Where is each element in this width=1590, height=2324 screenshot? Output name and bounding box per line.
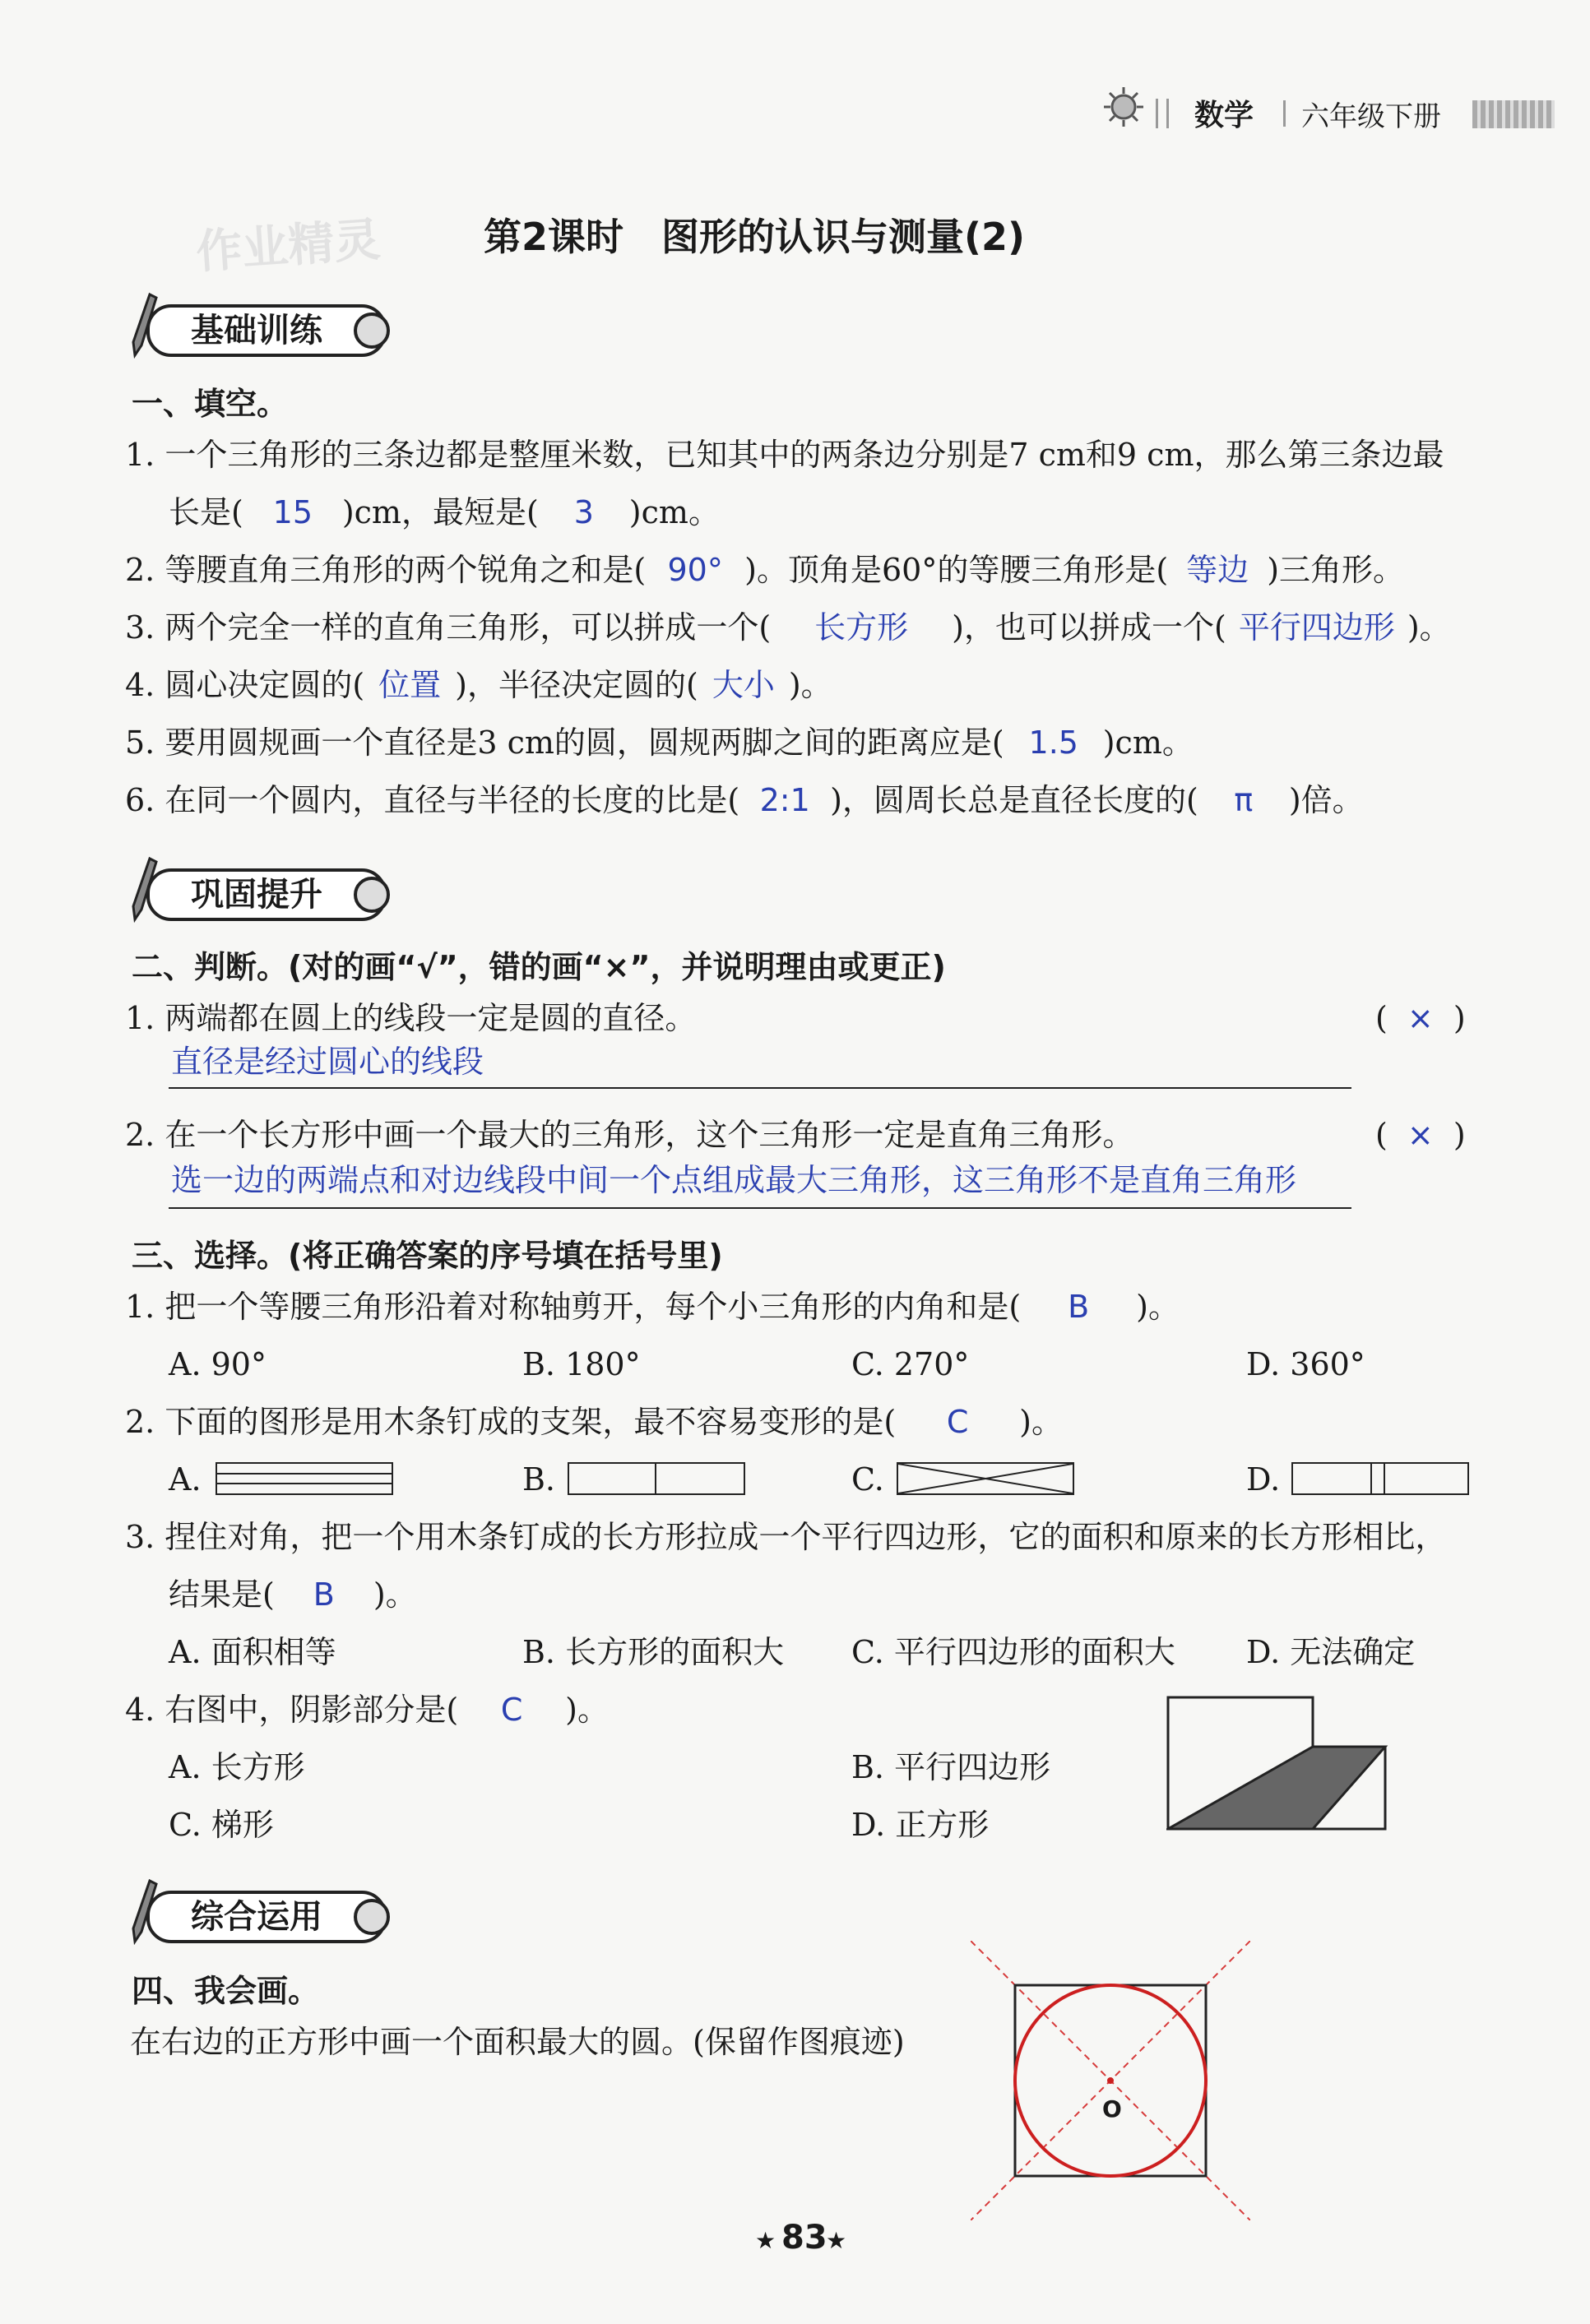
text-fragment: )cm，最短是(	[341, 494, 539, 530]
section-heading: 一、填空。	[132, 386, 289, 422]
shaded-trapezoid-figure	[1166, 1696, 1388, 1831]
question-line	[169, 493, 720, 531]
option: A. 长方形	[169, 1749, 305, 1785]
option: B. 180°	[522, 1346, 641, 1382]
text-fragment: )，半径决定圆的(	[455, 667, 698, 703]
badge-ring-icon	[354, 1899, 390, 1935]
answer: 90°	[667, 552, 723, 588]
badge-label: 综合运用	[146, 1891, 387, 1943]
answer: C	[946, 1404, 969, 1440]
header-subject: 数学	[1194, 99, 1254, 132]
header-bar	[1472, 100, 1555, 128]
option: D. 360°	[1246, 1346, 1365, 1382]
answer: C	[500, 1692, 523, 1728]
answer: 等边	[1186, 552, 1249, 588]
answer: 3	[573, 494, 594, 530]
badge-ring-icon	[354, 877, 390, 913]
option: D. 正方形	[851, 1807, 990, 1843]
watermark-logo: 作业精灵	[194, 213, 382, 280]
answer: 15	[272, 494, 313, 530]
frame-d-figure	[1291, 1462, 1469, 1495]
badge-ring-icon	[354, 312, 390, 349]
badge-apply	[123, 1887, 403, 1942]
question-line	[125, 609, 1451, 646]
option: D. 无法确定	[1246, 1634, 1416, 1670]
answer: 2:1	[759, 782, 810, 818]
answer: 位置	[378, 667, 442, 703]
judge-question: 2. 在一个长方形中画一个最大的三角形，这个三角形一定是直角三角形。	[125, 1117, 1134, 1153]
option: C. 梯形	[169, 1807, 274, 1843]
question-line	[125, 1288, 1180, 1326]
text-fragment: )cm。	[628, 494, 720, 530]
answer: 平行四边形	[1238, 609, 1395, 646]
answer: π	[1234, 782, 1254, 818]
text-fragment: )。	[1019, 1404, 1063, 1440]
question-line	[125, 666, 832, 704]
text-fragment: )。	[565, 1692, 609, 1728]
answer: ×	[1407, 1000, 1434, 1036]
option: A. 面积相等	[169, 1634, 336, 1670]
answer: B	[1068, 1289, 1090, 1325]
judge-mark: ( × )	[1375, 1000, 1466, 1036]
text-fragment: 4. 右图中，阴影部分是(	[125, 1692, 459, 1728]
header-sun-icon	[1102, 86, 1145, 128]
question-line	[125, 724, 1194, 762]
answer: 大小	[712, 667, 775, 703]
option: A. 90°	[169, 1346, 267, 1382]
question-text: 1. 一个三角形的三条边都是整厘米数，已知其中的两条边分别是7 cm和9 cm，那么第三条边最	[125, 437, 1444, 473]
frame-b-figure	[568, 1462, 745, 1495]
text-fragment: 2. 下面的图形是用木条钉成的支架，最不容易变形的是(	[125, 1404, 897, 1440]
judge-reason: 直径是经过圆心的线段	[171, 1044, 484, 1080]
question-text: 3. 捏住对角，把一个用木条钉成的长方形拉成一个平行四边形，它的面积和原来的长方形相比，	[125, 1519, 1447, 1555]
text-fragment: )。	[373, 1576, 417, 1613]
header-divider	[1156, 99, 1169, 128]
judge-question: 1. 两端都在圆上的线段一定是圆的直径。	[125, 1000, 697, 1036]
text-fragment: )，圆周长总是直径长度的(	[830, 782, 1198, 818]
header-divider	[1283, 100, 1286, 127]
frame-a-figure	[216, 1462, 393, 1495]
text-fragment: 6. 在同一个圆内，直径与半径的长度的比是(	[125, 782, 740, 818]
question-line	[125, 1403, 1063, 1441]
answer: ×	[1407, 1117, 1434, 1153]
question-line	[125, 551, 1404, 589]
option: B. 平行四边形	[851, 1749, 1051, 1785]
text-fragment: )。	[1136, 1289, 1180, 1325]
text-fragment: 3. 两个完全一样的直角三角形，可以拼成一个(	[125, 609, 772, 646]
option: C.	[851, 1461, 884, 1498]
text-fragment: )。	[788, 667, 832, 703]
center-label: O	[1102, 2095, 1122, 2123]
badge-basic-training	[123, 301, 403, 355]
text-fragment: )。顶角是60°的等腰三角形是(	[744, 552, 1169, 588]
question-text: 在右边的正方形中画一个面积最大的圆。(保留作图痕迹)	[130, 2024, 905, 2060]
section-heading: 三、选择。(将正确答案的序号填在括号里)	[132, 1238, 723, 1274]
judge-reason: 选一边的两端点和对边线段中间一个点组成最大三角形，这三角形不是直角三角形	[171, 1162, 1297, 1198]
text-fragment: )倍。	[1288, 782, 1364, 818]
judge-mark: ( × )	[1375, 1117, 1466, 1153]
option: C. 平行四边形的面积大	[851, 1634, 1175, 1670]
badge-consolidate	[123, 865, 403, 919]
frame-c-figure	[897, 1462, 1074, 1495]
text-fragment: )三角形。	[1267, 552, 1405, 588]
answer-underline	[169, 1087, 1351, 1089]
option: B.	[522, 1461, 556, 1498]
star-icon: ★	[826, 2227, 847, 2254]
text-fragment: 2. 等腰直角三角形的两个锐角之和是(	[125, 552, 647, 588]
badge-label: 巩固提升	[146, 868, 387, 921]
text-fragment: 4. 圆心决定圆的(	[125, 667, 365, 703]
page-number: 83	[781, 2219, 827, 2257]
answer-underline	[169, 1207, 1351, 1209]
question-line	[125, 1691, 609, 1729]
text-fragment: 长是(	[169, 494, 243, 530]
answer: B	[313, 1576, 335, 1613]
text-fragment: )。	[1407, 609, 1451, 646]
text-fragment: 1. 把一个等腰三角形沿着对称轴剪开，每个小三角形的内角和是(	[125, 1289, 1022, 1325]
header-grade: 六年级下册	[1301, 100, 1441, 133]
section-heading: 四、我会画。	[132, 1973, 320, 2009]
star-icon: ★	[755, 2227, 776, 2254]
square-circle-drawing	[971, 1941, 1250, 2220]
answer: 1.5	[1028, 725, 1078, 761]
text-fragment: )，也可以拼成一个(	[952, 609, 1226, 646]
text-fragment: )cm。	[1102, 725, 1194, 761]
section-heading: 二、判断。(对的画“√”，错的画“×”，并说明理由或更正)	[132, 949, 946, 985]
badge-label: 基础训练	[146, 304, 387, 357]
text-fragment: 结果是(	[169, 1576, 275, 1613]
text-fragment: 5. 要用圆规画一个直径是3 cm的圆，圆规两脚之间的距离应是(	[125, 725, 1004, 761]
answer: 长方形	[814, 609, 909, 646]
option: B. 长方形的面积大	[522, 1634, 785, 1670]
option: D.	[1246, 1461, 1281, 1498]
question-line	[125, 781, 1364, 819]
option: C. 270°	[851, 1346, 970, 1382]
option: A.	[169, 1461, 202, 1498]
question-line	[169, 1576, 417, 1613]
page-title: 第2课时 图形的认识与测量(2)	[484, 215, 1026, 259]
